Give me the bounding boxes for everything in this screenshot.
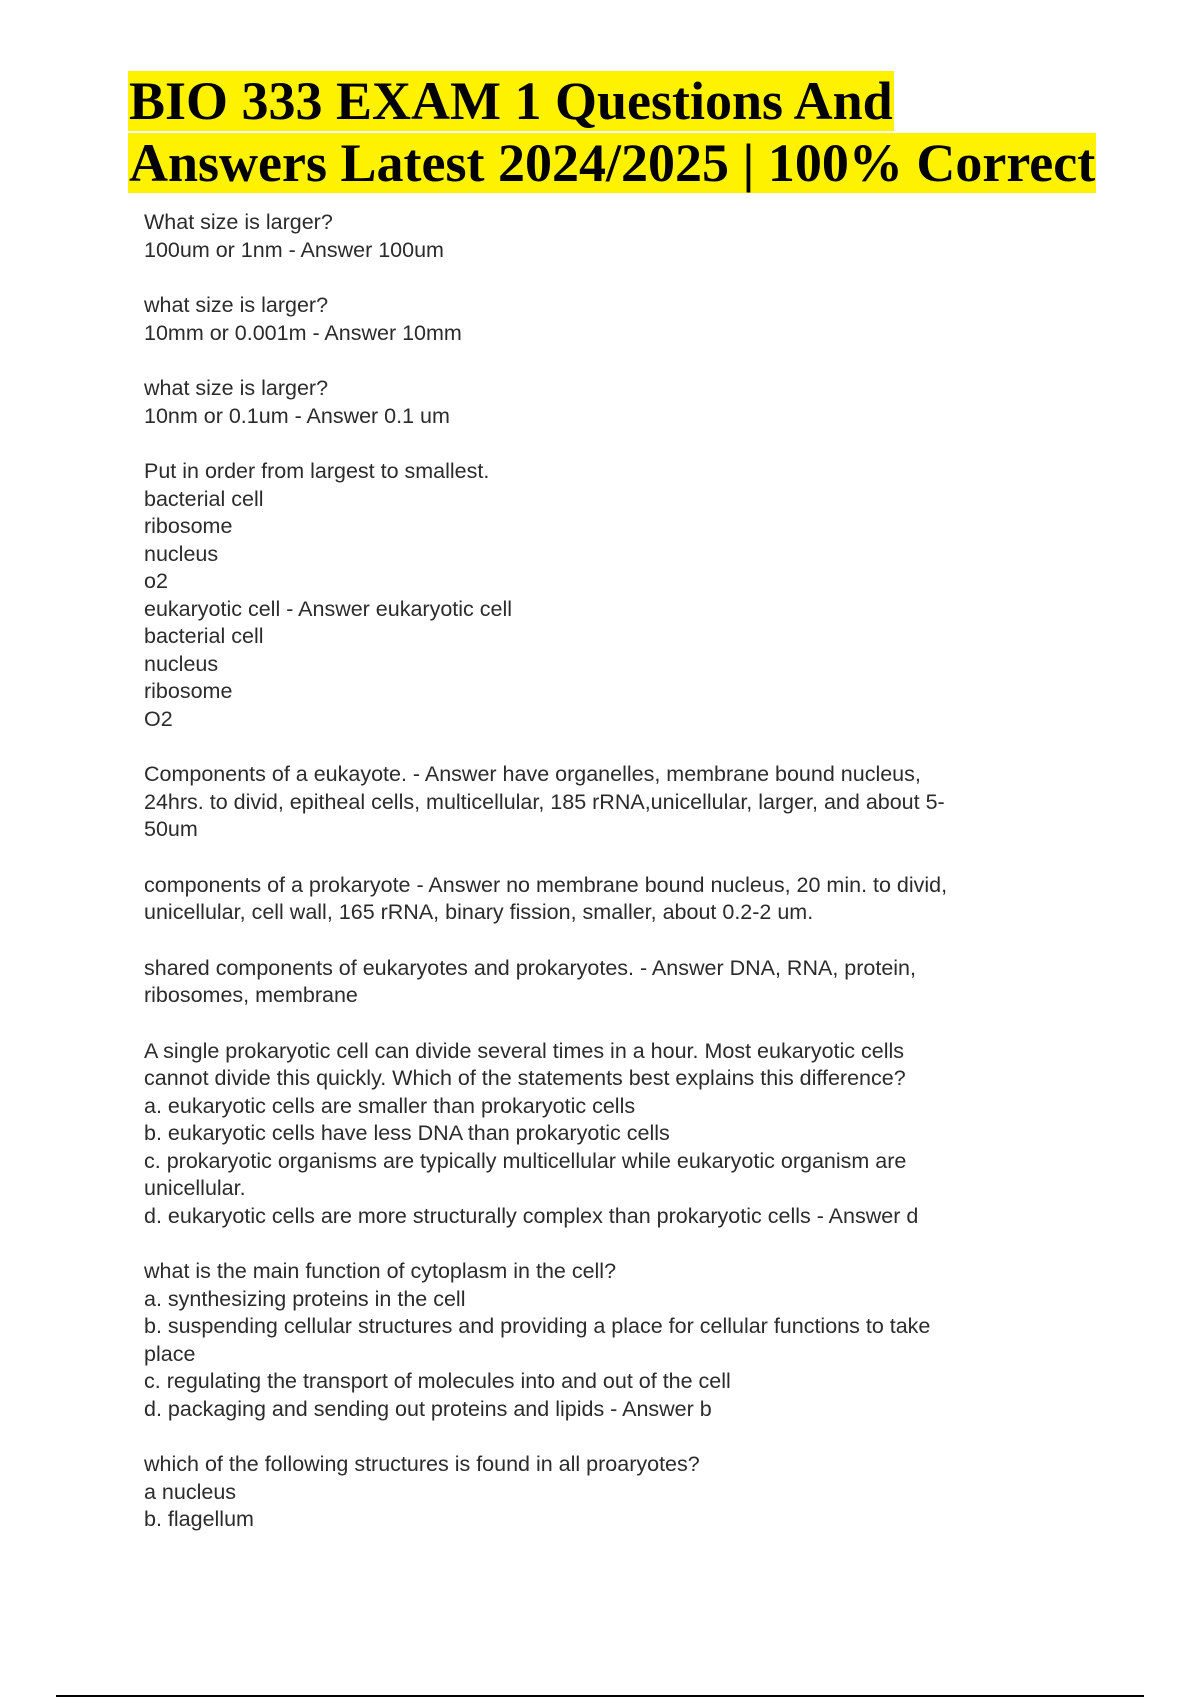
qa-line: unicellular. bbox=[144, 1176, 246, 1200]
qa-line: bacterial cell bbox=[144, 624, 264, 648]
question-text: components of a prokaryote - Answer no membrane bound nucleus, 20 min. to divid, bbox=[144, 872, 948, 897]
question-text: shared components of eukaryotes and prokaryotes. - Answer DNA, RNA, protein, bbox=[144, 955, 916, 980]
qa-line: b. flagellum bbox=[144, 1507, 254, 1531]
qa-block bbox=[144, 292, 1064, 347]
qa-block bbox=[144, 375, 1064, 430]
qa-line: 10nm or 0.1um - Answer 0.1 um bbox=[144, 403, 450, 428]
qa-block bbox=[144, 209, 1064, 264]
qa-line: place bbox=[144, 1341, 196, 1366]
qa-line: 24hrs. to divid, epitheal cells, multicellular, 185 rRNA,unicellular, larger, and about 5- bbox=[144, 789, 945, 814]
question-text: Components of a eukayote. - Answer have organelles, membrane bound nucleus, bbox=[144, 762, 921, 786]
question-text: what size is larger? bbox=[144, 376, 329, 400]
title-line-1: BIO 333 EXAM 1 Questions And bbox=[129, 71, 893, 131]
qa-line: a. synthesizing proteins in the cell bbox=[144, 1286, 466, 1311]
qa-block bbox=[144, 458, 1064, 733]
qa-block bbox=[144, 1258, 1064, 1423]
qa-line: b. suspending cellular structures and providing a place for cellular functions to take bbox=[144, 1314, 931, 1338]
qa-line: a nucleus bbox=[144, 1479, 237, 1504]
qa-line: eukaryotic cell - Answer eukaryotic cell bbox=[144, 596, 513, 621]
qa-block bbox=[144, 1451, 1064, 1534]
qa-line: ribosome bbox=[144, 514, 233, 538]
title-line-2: Answers Latest 2024/2025 | 100% Correct bbox=[129, 133, 1096, 193]
qa-block bbox=[144, 1038, 1064, 1231]
document-title bbox=[128, 70, 1148, 194]
qa-line: c. prokaryotic organisms are typically multicellular while eukaryotic organism are bbox=[144, 1148, 907, 1173]
qa-line: 100um or 1nm - Answer 100um bbox=[144, 237, 444, 262]
qa-line: O2 bbox=[144, 706, 173, 731]
qa-line: c. regulating the transport of molecules into and out of the cell bbox=[144, 1369, 731, 1393]
question-text: A single prokaryotic cell can divide several times in a hour. Most eukaryotic cells bbox=[144, 1038, 905, 1063]
question-text: What size is larger? bbox=[144, 210, 333, 234]
qa-line: ribosome bbox=[144, 679, 233, 703]
qa-line: o2 bbox=[144, 569, 168, 593]
question-text: which of the following structures is found in all proaryotes? bbox=[144, 1452, 700, 1476]
qa-line: unicellular, cell wall, 165 rRNA, binary fission, smaller, about 0.2-2 um. bbox=[144, 900, 814, 924]
question-text: what size is larger? bbox=[144, 293, 329, 317]
qa-line: d. eukaryotic cells are more structurally complex than prokaryotic cells - Answer d bbox=[144, 1203, 919, 1228]
qa-block bbox=[144, 872, 1064, 927]
qa-line: b. eukaryotic cells have less DNA than prokaryotic cells bbox=[144, 1121, 670, 1145]
qa-block bbox=[144, 955, 1064, 1010]
page-bottom-rule bbox=[56, 1695, 1144, 1697]
qa-line: d. packaging and sending out proteins and lipids - Answer b bbox=[144, 1396, 712, 1421]
qa-line: nucleus bbox=[144, 651, 219, 676]
qa-block bbox=[144, 761, 1064, 844]
qa-line: cannot divide this quickly. Which of the statements best explains this difference? bbox=[144, 1066, 906, 1090]
qa-line: bacterial cell bbox=[144, 486, 264, 511]
question-text: Put in order from largest to smallest. bbox=[144, 459, 490, 483]
qa-line: 50um bbox=[144, 817, 198, 841]
qa-line: a. eukaryotic cells are smaller than prokaryotic cells bbox=[144, 1093, 636, 1118]
qa-content bbox=[144, 209, 1064, 1562]
qa-line: ribosomes, membrane bbox=[144, 983, 358, 1007]
question-text: what is the main function of cytoplasm in the cell? bbox=[144, 1259, 617, 1283]
qa-line: 10mm or 0.001m - Answer 10mm bbox=[144, 320, 462, 345]
qa-line: nucleus bbox=[144, 541, 219, 566]
